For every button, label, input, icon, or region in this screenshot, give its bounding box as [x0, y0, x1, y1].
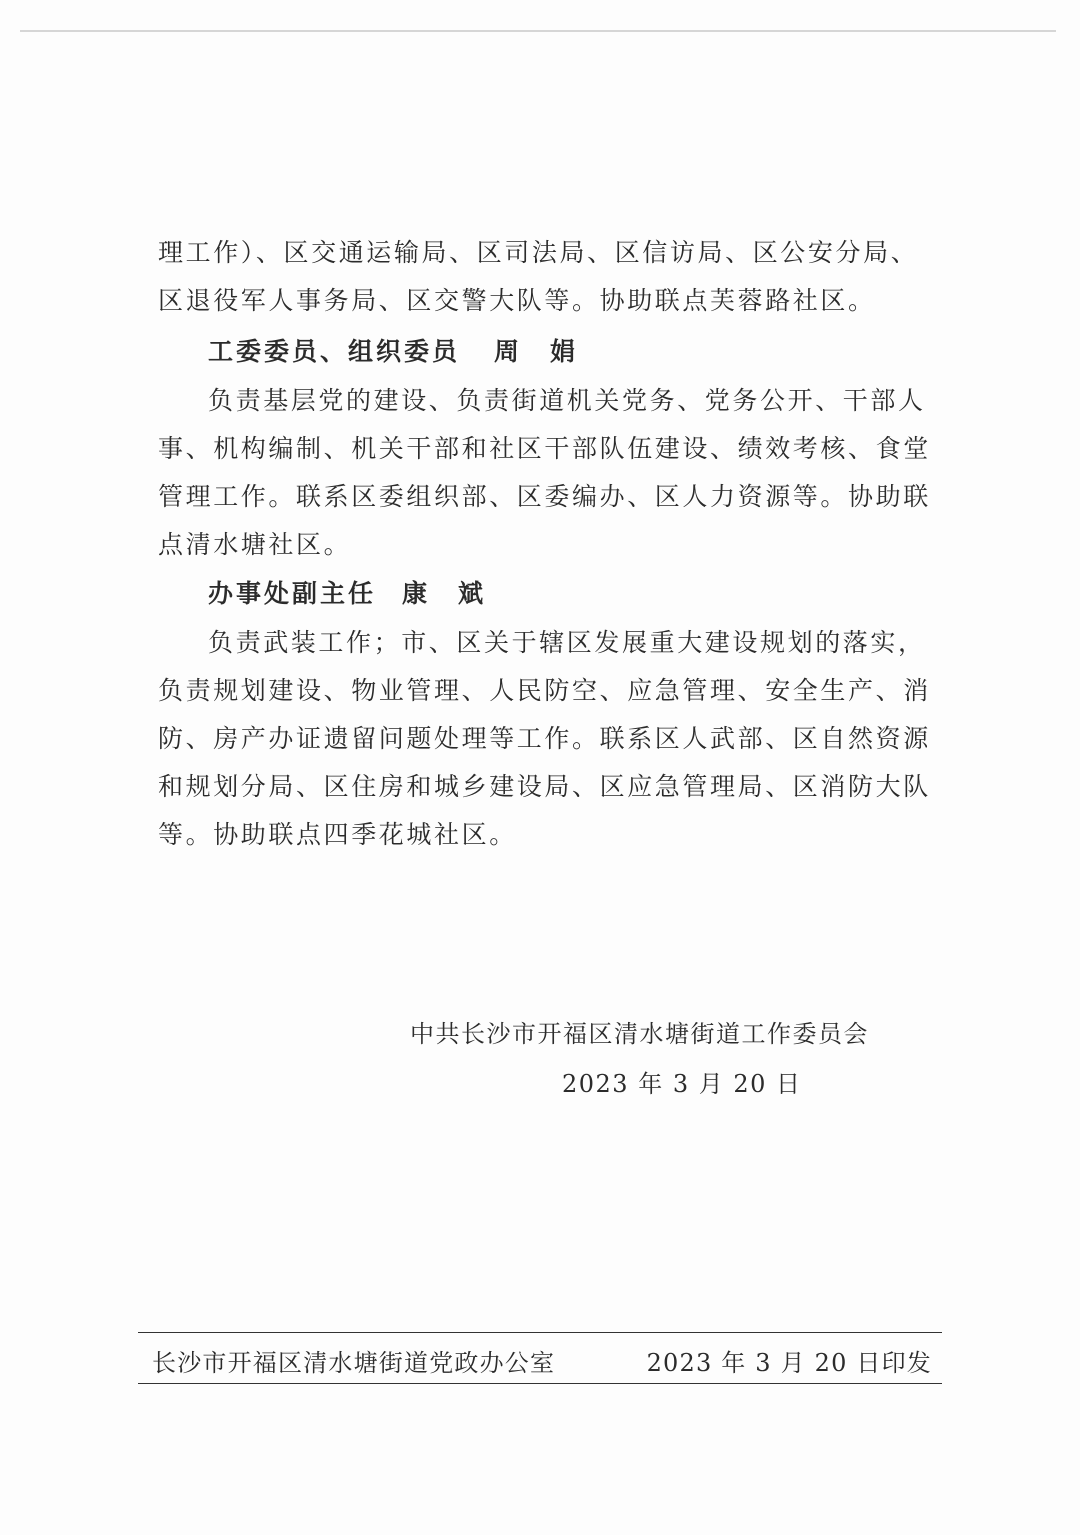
section-body-line: 和规划分局、区住房和城乡建设局、区应急管理局、区消防大队 — [158, 772, 931, 801]
section-body-line: 负责规划建设、物业管理、人民防空、应急管理、安全生产、消 — [158, 676, 931, 705]
section-person-name: 康 斌 — [402, 579, 487, 608]
footer-print-date: 2023 年 3 月 20 日印发 — [646, 1349, 932, 1377]
page-top-edge — [20, 30, 1056, 32]
section-title: 工委委员、组织委员 — [208, 337, 461, 366]
body-line: 理工作）、区交通运输局、区司法局、区信访局、区公安分局、 — [158, 238, 919, 267]
body-line: 区退役军人事务局、区交警大队等。协助联点芙蓉路社区。 — [158, 286, 876, 315]
section-body-line: 点清水塘社区。 — [158, 530, 352, 559]
footer-issuer: 长沙市开福区清水塘街道党政办公室 — [152, 1349, 556, 1377]
section-body-line: 负责基层党的建设、负责街道机关党务、党务公开、干部人 — [208, 386, 926, 415]
section-body-line: 等。协助联点四季花城社区。 — [158, 820, 517, 849]
section-title: 办事处副主任 — [208, 579, 377, 608]
section-body-line: 事、机构编制、机关干部和社区干部队伍建设、绩效考核、食堂 — [158, 434, 931, 463]
section-heading — [208, 337, 578, 367]
section-body-line: 负责武装工作；市、区关于辖区发展重大建设规划的落实， — [208, 628, 926, 657]
signature-date: 2023 年 3 月 20 日 — [562, 1070, 802, 1098]
section-heading — [208, 579, 486, 609]
signature-organization: 中共长沙市开福区清水塘街道工作委员会 — [410, 1020, 869, 1048]
section-body-line: 防、房产办证遗留问题处理等工作。联系区人武部、区自然资源 — [158, 724, 931, 753]
section-body-line: 管理工作。联系区委组织部、区委编办、区人力资源等。协助联 — [158, 482, 931, 511]
section-person-name: 周 娟 — [494, 337, 579, 366]
print-footer — [138, 1332, 942, 1384]
